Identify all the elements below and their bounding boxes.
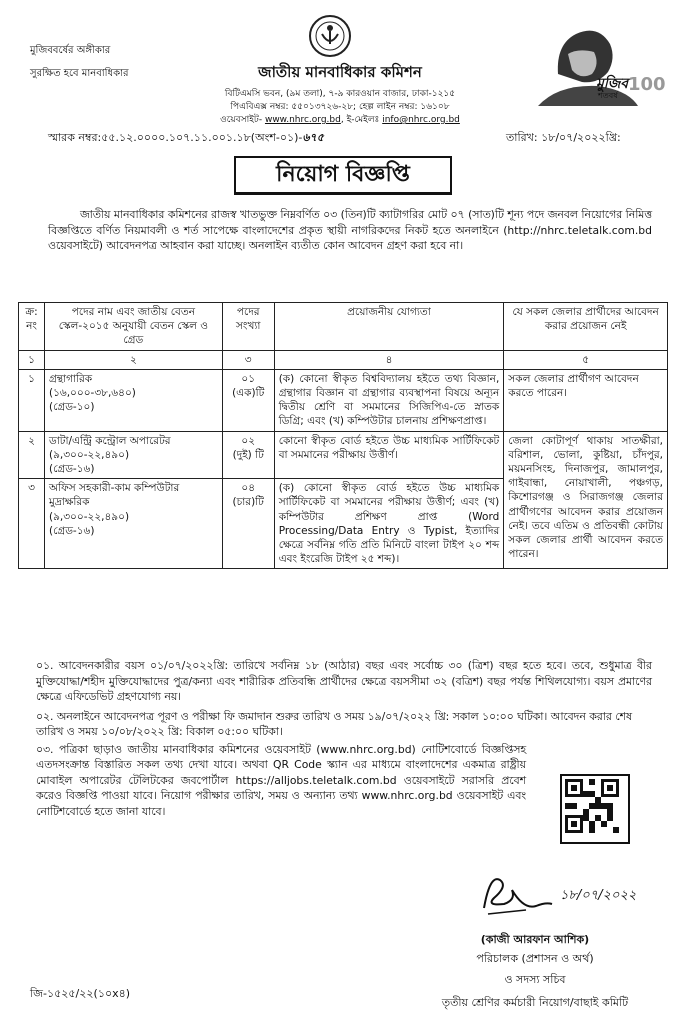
row-districts: জেলা কোটাপূর্ণ থাকায় সাতক্ষীরা, বরিশাল, ভোলা, কুষ্টিয়া, চাঁদপুর, ময়মনসিংহ, দিনাজপুর, জামালপুর, গাইবান্ধা, নোয়াখালী, পঞ্চগড়, কিশোরগঞ্জ ও সিরাজগঞ্জ জেলার প্রার্থীগণের আবেদন করার প্রয়োজন নেই। তবে এতিম ও প্রতিবন্ধী কোটায় সকল জেলার প্রার্থী আবেদন করতে পারেন। — [504, 431, 668, 569]
row-sl: ২ — [19, 431, 45, 479]
note-2: ০২. অনলাইনে আবেদনপত্র পূরণ ও পরীক্ষা ফি জমাদান শুরুর তারিখ ও সময় ১৯/০৭/২০২২ খ্রি: সকাল ১০:০০ ঘটিকা। আবেদন করার শেষ তারিখ ও সময় ১০/০৮/২০২২ খ্রি: বিকাল ০৫:০০ ঘটিকা। — [36, 709, 632, 738]
col-header-qualification: প্রয়োজনীয় যোগ্যতা — [274, 303, 504, 351]
footer-code: জি-১৫২৫/২২(১০x৪) — [30, 987, 131, 1000]
count-words: (চার)টি — [232, 496, 264, 509]
count-words: (দুই) টি — [232, 448, 264, 461]
count-number: ০২ — [241, 434, 256, 447]
qr-code[interactable] — [560, 774, 630, 844]
post-scale: (১৬,০০০-৩৮,৬৪০) — [48, 387, 136, 400]
vacancy-table — [18, 302, 668, 569]
memo-date: তারিখ: ১৮/০৭/২০২২খ্রি: — [506, 131, 621, 144]
col-header-sl: ক্র: নং — [19, 303, 45, 351]
col-number: ৫ — [504, 350, 668, 369]
post-grade: (গ্রেড-১৬) — [48, 524, 95, 537]
row-count — [222, 431, 274, 479]
mujib-sub: শতবর্ষ — [598, 91, 618, 100]
table-row — [19, 369, 668, 431]
handwritten-signature — [476, 870, 556, 920]
table-header-row — [19, 303, 668, 351]
row-post — [44, 369, 222, 431]
mujib-text: মুজিব — [596, 76, 629, 92]
memo-text: স্মারক নম্বর:৫৫.১২.০০০০.১০৭.১১.০০১.১৮(অংশ-০১)- — [48, 131, 303, 144]
col-header-post: পদের নাম এবং জাতীয় বেতন স্কেল-২০১৫ অনুযায়ী বেতন স্কেল ও গ্রেড — [44, 303, 222, 351]
org-header — [180, 62, 500, 127]
signatory-designation: পরিচালক (প্রশাসন ও অর্থ) — [476, 952, 594, 965]
mujib-num: 100 — [628, 74, 666, 95]
table-colnum-row — [19, 350, 668, 369]
post-grade: (গ্রেড-১৬) — [48, 463, 95, 476]
col-header-districts: যে সকল জেলার প্রার্থীদের আবেদন করার প্রয়োজন নেই — [504, 303, 668, 351]
nhrc-emblem-icon — [308, 14, 352, 58]
row-count — [222, 369, 274, 431]
col-number: ২ — [44, 350, 222, 369]
row-count — [222, 479, 274, 569]
notes — [36, 658, 652, 819]
pledge-text — [30, 44, 170, 80]
intro-paragraph: জাতীয় মানবাধিকার কমিশনের রাজস্ব খাতভুক্ত নিম্নবর্ণিত ০৩ (তিন)টি ক্যাটাগরির মোট ০৭ (সাত)টি শূন্য পদে জনবল নিয়োগের নিমিত্ত বিজ্ঞপ্তিতে বর্ণিত নিয়মাবলী ও শর্ত সাপেক্ষে বাংলাদেশের প্রকৃত স্থায়ী নাগরিকদের নিকট হতে অনলাইনে (http://nhrc.teletalk.com.bd ওয়েবসাইটে) আবেদনপত্র আহবান করা যাচ্ছে। অনলাইন ব্যতীত কোন আবেদন গ্রহণ করা হবে না। — [48, 208, 652, 252]
qr-code-icon — [565, 779, 619, 833]
notice-title — [234, 156, 452, 195]
count-number: ০১ — [241, 372, 256, 385]
note-1: ০১. আবেদনকারীর বয়স ০১/০৭/২০২২খ্রি: তারিখে সর্বনিম্ন ১৮ (আঠার) বছর এবং সর্বোচ্চ ৩০ (ত্রিশ) বছর হতে হবে। তবে, শুধুমাত্র বীর মুক্তিযোদ্ধা/শহীদ মুক্তিযোদ্ধাদের পুত্র/কন্যা এবং শারীরিক প্রতিবন্ধি প্রার্থীদের ক্ষেত্রে বয়সসীমা ৩২ (বত্রিশ) বছর পর্যন্ত শিথিলযোগ্য। বয়স প্রমাণের ক্ষেত্রে এফিডেভিট গ্রহণযোগ্য নয়। — [36, 659, 652, 703]
count-number: ০৪ — [241, 482, 256, 495]
pledge-line-2: সুরক্ষিত হবে মানবাধিকার — [30, 68, 129, 79]
post-name: ডাটা/এন্ট্রি কন্ট্রোল অপারেটর — [48, 434, 171, 447]
committee-name: তৃতীয় শ্রেণির কর্মচারী নিয়োগ/বাছাই কমিটি — [441, 996, 629, 1009]
row-sl: ১ — [19, 369, 45, 431]
memo-number — [48, 130, 448, 145]
col-number: ৩ — [222, 350, 274, 369]
signature-block — [400, 866, 670, 1010]
post-scale: (৯,৩০০-২২,৪৯০) — [48, 510, 130, 523]
count-words: (এক)টি — [232, 387, 265, 400]
row-post — [44, 479, 222, 569]
org-address: বিটিএমসি ভবন, (৯ম তলা), ৭-৯ কারওয়ান বাজার, ঢাকা-১২১৫ — [224, 89, 456, 99]
row-qualification: (ক) কোনো স্বীকৃত বিশ্ববিদ্যালয় হইতে তথ্য বিজ্ঞান, গ্রন্থাগার বিজ্ঞান বা গ্রন্থাগার ব্যবস্থাপনা বিষয়ে অন্যূন দ্বিতীয় শ্রেণি বা সমমানের সিজিপিএ-তে স্নাতক ডিগ্রি; এবং (খ) কম্পিউটার চালনায় প্রশিক্ষণপ্রাপ্ত। — [274, 369, 504, 431]
signature-date: ১৮/০৭/২০২২ — [560, 888, 637, 903]
col-header-count: পদের সংখ্যা — [222, 303, 274, 351]
org-contact — [180, 114, 500, 127]
signatory-role: ও সদস্য সচিব — [504, 973, 566, 986]
row-districts: সকল জেলার প্রার্থীগণ আবেদন করতে পারেন। — [504, 369, 668, 431]
email-link[interactable]: info@nhrc.org.bd — [382, 115, 460, 125]
mujib-100-logo — [538, 14, 666, 106]
org-name: জাতীয় মানবাধিকার কমিশন — [258, 63, 422, 81]
web-label: ওয়েবসাইট- — [220, 115, 263, 125]
post-grade: (গ্রেড-১০) — [48, 401, 95, 414]
nhrc-logo — [300, 14, 360, 62]
pledge-line-1: মুজিববর্ষের অঙ্গীকার — [30, 45, 111, 56]
website-link[interactable]: www.nhrc.org.bd — [264, 115, 341, 125]
signature — [400, 866, 670, 926]
signatory-name: (কাজী আরফান আশিক) — [480, 933, 590, 946]
post-name: অফিস সহকারী-কাম কম্পিউটার মুদ্রাক্ষরিক — [48, 482, 180, 509]
memo-handwritten: ৬৭৫ — [302, 131, 324, 144]
post-name: গ্রন্থাগারিক — [48, 372, 93, 385]
row-qualification: কোনো স্বীকৃত বোর্ড হইতে উচ্চ মাধ্যমিক সার্টিফিকেট বা সমমানের পরীক্ষায় উত্তীর্ণ। — [274, 431, 504, 479]
col-number: ১ — [19, 350, 45, 369]
row-sl: ৩ — [19, 479, 45, 569]
post-scale: (৯,৩০০-২২,৪৯০) — [48, 448, 130, 461]
row-qualification: (ক) কোনো স্বীকৃত বোর্ড হইতে উচ্চ মাধ্যমিক সার্টিফিকেট বা সমমানের পরীক্ষায় উত্তীর্ণ; এবং (খ) কম্পিউটার প্রশিক্ষণ প্রাপ্ত (Word Processing/Data Entry ও Typist, ইত্যাদির ক্ষেত্রে সর্বনিম্ন গতি প্রতি মিনিটে বাংলা টাইপ ২০ শব্দ এবং ইংরেজি টাইপ ২৫ শব্দ)। — [274, 479, 504, 569]
row-post — [44, 431, 222, 479]
email-label: , ই-মেইলঃ — [340, 115, 380, 125]
org-phone: পিএবিএক্স নম্বর: ৫৫০১৩৭২৬-২৮; হেল্প লাইন নম্বর: ১৬১০৮ — [230, 102, 450, 112]
col-number: ৪ — [274, 350, 504, 369]
notice-title-text: নিয়োগ বিজ্ঞপ্তি — [276, 162, 410, 187]
table-row — [19, 431, 668, 479]
note-3: ০৩. পত্রিকা ছাড়াও জাতীয় মানবাধিকার কমিশনের ওয়েবসাইট (www.nhrc.org.bd) নোটিশবোর্ডে বিজ্ঞপ্তিসহ এতদসংক্রান্ত বিস্তারিত সকল তথ্য দেখা যাবে। অথবা QR Code স্ক্যান এর মাধ্যমে বাংলাদেশের একমাত্র রাষ্ট্রীয় মোবাইল অপারেটর টেলিটকের জবপোর্টাল https://alljobs.teletalk.com.bd ওয়েবসাইটে সরাসরি প্রবেশ করেও বিজ্ঞপ্তি পাওয়া যাবে। নিয়োগ পরীক্ষার তারিখ, সময় ও অন্যান্য তথ্য www.nhrc.org.bd ওয়েবসাইট এবং নোটিশবোর্ডে হতে জানা যাবে। — [36, 742, 526, 818]
